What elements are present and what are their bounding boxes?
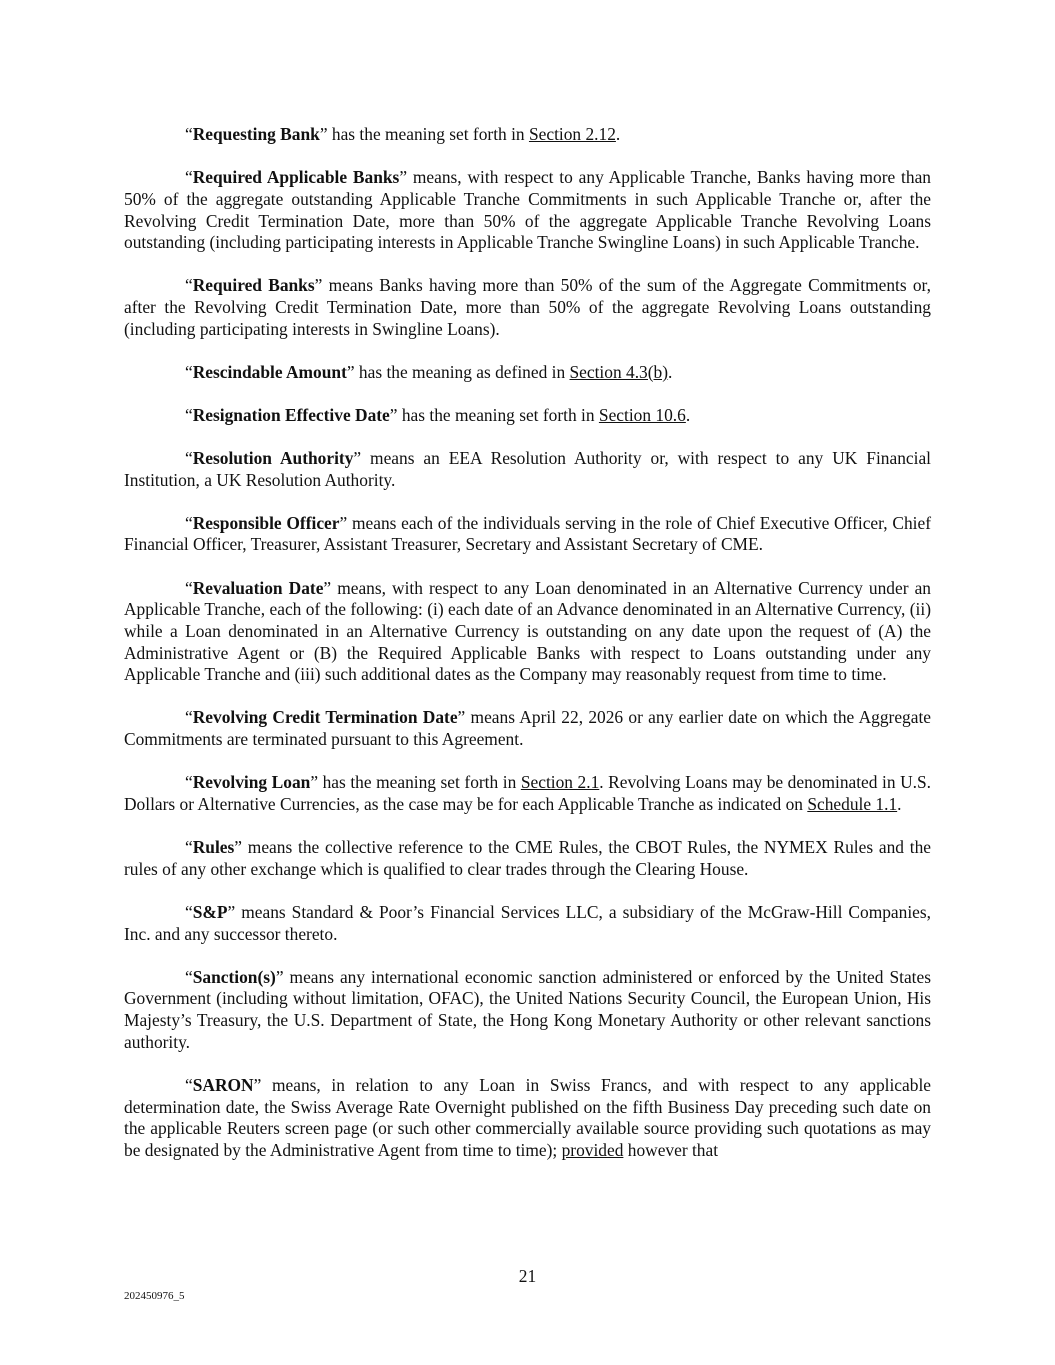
definition-text: ” means the collective reference to the CME Rules, the CBOT Rules, the NYMEX Rules and the rules of any other exchange which is qualified to clear trades through the Clearing House.	[124, 837, 931, 879]
definition-text: “	[185, 901, 193, 922]
definition-text: . Revolving Loans may be denominated in U.S. Dollars or Alternative Currencies, as the case may be for each Applicable Tranche as indicated on	[124, 772, 932, 814]
cross-reference: Section 4.3(b)	[569, 361, 669, 382]
definition-paragraph	[124, 707, 931, 750]
definition-paragraph	[124, 1075, 931, 1162]
definition-text: “	[185, 167, 193, 188]
definition-text: ” has the meaning set forth in	[319, 124, 529, 144]
definition-text: ” means Standard & Poor’s Financial Services LLC, a subsidiary of the McGraw-Hill Companies, Inc. and any successor thereto.	[124, 901, 931, 944]
definition-text: “	[185, 1074, 193, 1095]
document-id: 202450976_5	[124, 1290, 185, 1302]
definition-text: ” has the meaning as defined in	[346, 361, 570, 382]
defined-term: Revolving Loan	[192, 772, 311, 793]
definition-text: “	[185, 275, 193, 296]
definition-text: .	[897, 793, 902, 814]
definition-paragraph	[124, 772, 931, 815]
defined-term: Rescindable Amount	[192, 361, 347, 382]
defined-term: SARON	[192, 1074, 254, 1095]
definition-paragraph	[124, 124, 931, 146]
cross-reference: Schedule 1.1	[807, 793, 898, 814]
definition-text: .	[685, 404, 691, 425]
definition-paragraph	[124, 448, 931, 491]
defined-term: Required Applicable Banks	[192, 167, 400, 188]
document-body	[124, 124, 931, 1183]
definition-text: however that	[623, 1139, 719, 1160]
definition-text: “	[185, 404, 193, 425]
defined-term: Requesting Bank	[192, 124, 320, 144]
defined-term: Revolving Credit Termination Date	[192, 707, 458, 728]
defined-term: Required Banks	[192, 275, 315, 296]
definition-paragraph	[124, 167, 931, 254]
cross-reference: Section 2.1	[520, 772, 600, 793]
definition-text: .	[668, 361, 673, 382]
definition-paragraph	[124, 362, 931, 384]
definition-text: ” means Banks having more than 50% of the sum of the Aggregate Commitments or, after the Revolving Credit Termination Date, more than 50% of the aggregate Revolving Loans outstanding (including participating interests in Swingline Loans).	[124, 275, 931, 339]
definition-text: “	[185, 966, 193, 987]
definition-paragraph	[124, 967, 931, 1054]
definition-paragraph	[124, 902, 931, 945]
definition-text: ” means, with respect to any Applicable Tranche, Banks having more than 50% of the aggregate outstanding Applicable Tranche Commitments in such Applicable Tranche or, after the Revolving Credit Termination Date, more than 50% of the aggregate Applicable Tranche Revolving Loans outstanding (including participating interests in Applicable Tranche Swingline Loans) in such Applicable Tranche.	[124, 167, 931, 253]
definition-text: “	[185, 707, 193, 728]
definition-text: ” means an EEA Resolution Authority or, with respect to any UK Financial Institution, a UK Resolution Authority.	[124, 447, 931, 490]
definition-paragraph	[124, 837, 931, 880]
definition-paragraph	[124, 275, 931, 340]
definition-paragraph	[124, 405, 931, 427]
definition-text: “	[185, 361, 193, 382]
page-number: 21	[518, 1266, 537, 1286]
definition-paragraph	[124, 578, 931, 687]
definition-text: “	[185, 124, 193, 144]
defined-term: Sanction(s)	[192, 966, 276, 987]
definition-text: .	[615, 124, 621, 144]
definition-text: ” means any international economic sanction administered or enforced by the United States Government (including without limitation, OFAC), the United Nations Security Council, the European Union, His Majesty’s Treasury, the U.S. Department of State, the Hong Kong Monetary Authority or other relevant sanctions authority.	[124, 966, 931, 1052]
definition-text: ” means, with respect to any Loan denominated in an Alternative Currency under an Applicable Tranche, each of the following: (i) each date of an Advance denominated in an Alternative Currency, (ii) while a Loan denominated in an Alternative Currency is outstanding on any date upon the request of (A) the Administrative Agent or (B) the Required Applicable Banks with respect to Loans outstanding under any Applicable Tranche and (iii) such additional dates as the Company may reasonably request from time to time.	[124, 577, 931, 685]
defined-term: Revaluation Date	[192, 577, 324, 598]
definition-text: “	[185, 772, 193, 793]
defined-term: Responsible Officer	[192, 512, 340, 533]
defined-term: S&P	[192, 901, 228, 922]
cross-reference: Section 10.6	[598, 404, 686, 425]
definition-text: ” has the meaning set forth in	[389, 404, 599, 425]
defined-term: Resignation Effective Date	[192, 404, 390, 425]
definition-text: “	[185, 577, 193, 598]
defined-term: Rules	[192, 837, 235, 858]
cross-reference: provided	[561, 1139, 624, 1160]
cross-reference: Section 2.12	[528, 124, 616, 144]
definition-text: ” means each of the individuals serving in the role of Chief Executive Officer, Chief Financial Officer, Treasurer, Assistant Treasurer, Secretary and Assistant Secretary of CME.	[124, 512, 931, 555]
definition-text: ” means, in relation to any Loan in Swiss Francs, and with respect to any applicable determination date, the Swiss Average Rate Overnight published on the fifth Business Day preceding such date on the applicable Reuters screen page (or such other commercially available source providing such quotations as may be designated by the Administrative Agent from time to time);	[124, 1074, 931, 1160]
definition-text: “	[185, 512, 193, 533]
definition-paragraph	[124, 513, 931, 556]
definition-text: ” has the meaning set forth in	[310, 772, 521, 793]
definition-text: “	[185, 837, 193, 858]
defined-term: Resolution Authority	[192, 447, 354, 468]
definition-text: “	[185, 447, 193, 468]
definition-text: ” means April 22, 2026 or any earlier date on which the Aggregate Commitments are terminated pursuant to this Agreement.	[124, 707, 931, 750]
